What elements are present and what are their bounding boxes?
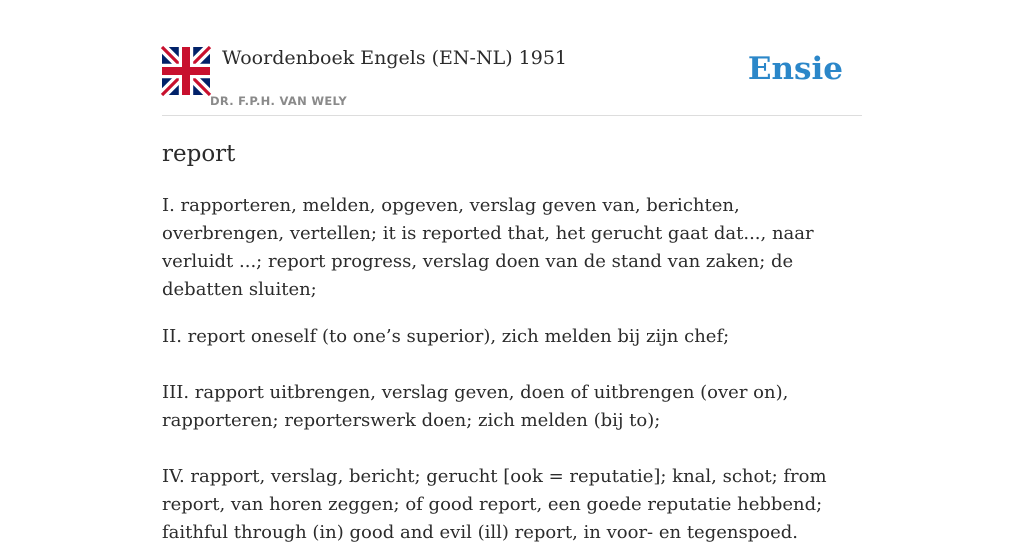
uk-flag-icon xyxy=(162,47,210,95)
divider xyxy=(162,115,862,116)
headword: report xyxy=(162,141,236,167)
definition-item: I. rapporteren, melden, opgeven, verslag geven van, berichten, overbrengen, vertellen; it is reported that, het gerucht gaat dat..., naar verluidt ...; report progress, verslag doen van de stand van zaken; de debatten sluiten; xyxy=(162,195,814,300)
definition-item: IV. rapport, verslag, bericht; gerucht [ook = reputatie]; knal, schot; from report, van horen zeggen; of good report, een goede reputatie hebbend; faithful through (in) good and evil (ill) report, in voor- en tegenspoed. xyxy=(162,466,827,543)
book-title[interactable]: Woordenboek Engels (EN-NL) 1951 xyxy=(222,47,567,69)
definition-item: II. report oneself (to one’s superior), zich melden bij zijn chef; xyxy=(162,326,730,347)
author-name: DR. F.P.H. VAN WELY xyxy=(210,94,347,108)
brand-logo[interactable]: Ensie xyxy=(747,51,843,87)
definitions-list xyxy=(162,192,862,547)
definition-item: III. rapport uitbrengen, verslag geven, doen of uitbrengen (over on), rapporteren; reporterswerk doen; zich melden (bij to); xyxy=(162,382,789,431)
page xyxy=(162,0,862,543)
